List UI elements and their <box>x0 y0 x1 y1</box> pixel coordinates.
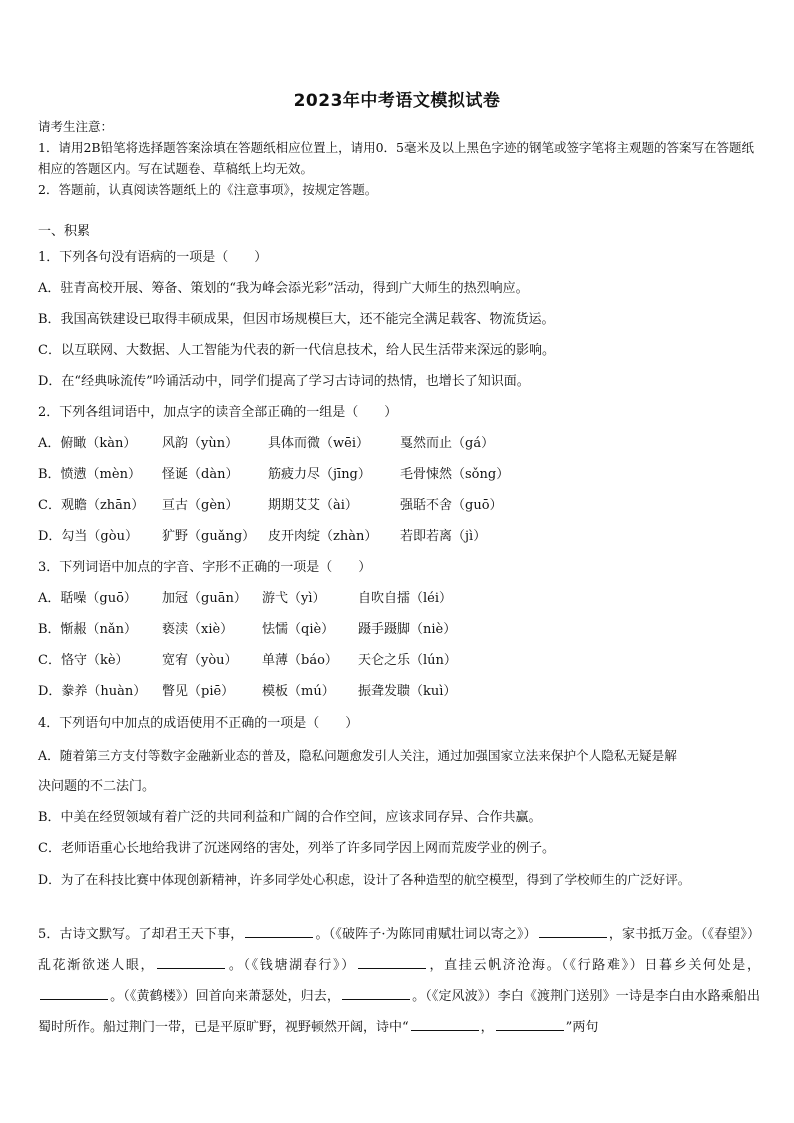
q3-b-word-4: 蹑手蹑脚（niè） <box>358 622 457 637</box>
q2-option-b <box>38 466 509 484</box>
q3-option-b <box>38 621 456 639</box>
q5-text-7: 。（《定风波》）李白《渡荆门送别》一诗是李白由水路乘船出蜀时所作。船过荆门一带，已是平原旷野，视野顿然开阔，诗中“ <box>38 989 760 1035</box>
answer-blank[interactable] <box>342 987 410 1000</box>
q3-b-word-2: 亵渎（xiè） <box>162 622 234 637</box>
q2-a-word-4: 戛然而止（gá） <box>400 436 495 451</box>
q2-b-word-2: 怪诞（dàn） <box>162 467 239 482</box>
q5-text-8: ， <box>480 1020 494 1035</box>
q1-stem: 1．下列各句没有语病的一项是（ ） <box>38 250 268 265</box>
notice-item-1: 1．请用2B铅笔将选择题答案涂填在答题纸相应位置上，请用0．5毫米及以上黑色字迹的钢笔或签字笔将主观题的答案写在答题纸相应的答题区内。写在试题卷、草稿纸上均无效。 <box>38 140 754 176</box>
q4-option-b: B．中美在经贸领域有着广泛的共同利益和广阔的合作空间，应该求同存异、合作共赢。 <box>38 810 542 825</box>
q2-stem: 2．下列各组词语中，加点字的读音全部正确的一组是（ ） <box>38 405 398 420</box>
q2-d-word-1: D．勾当（gòu） <box>38 529 138 544</box>
q5-text-5: ，直挂云帆济沧海。（《行路难》）日暮乡关何处是， <box>427 958 760 973</box>
q1-option-b: B．我国高铁建设已取得丰硕成果，但因市场规模巨大，还不能完全满足载客、物流货运。 <box>38 312 555 327</box>
q2-a-word-1: A．俯瞰（kàn） <box>38 436 137 451</box>
q2-option-a <box>38 435 494 453</box>
answer-blank[interactable] <box>157 956 225 969</box>
q2-d-word-4: 若即若离（jì） <box>400 529 487 544</box>
q2-option-c <box>38 497 503 515</box>
q1-option-c: C．以互联网、大数据、人工智能为代表的新一代信息技术，给人民生活带来深远的影响。 <box>38 343 555 358</box>
q3-option-a <box>38 590 452 608</box>
q1-option-d: D．在“经典咏流传”吟诵活动中，同学们提高了学习古诗词的热情，也增长了知识面。 <box>38 374 530 389</box>
notice-block <box>38 116 760 200</box>
q3-c-word-1: C．恪守（kè） <box>38 653 129 668</box>
q5-text-6: 。（《黄鹤楼》）回首向来萧瑟处，归去， <box>110 989 340 1004</box>
q4-option-d: D．为了在科技比赛中体现创新精神，许多同学处心积虑，设计了各种造型的航空模型，得到了学校师生的广泛好评。 <box>38 872 691 887</box>
q3-a-word-1: A．聒噪（guō） <box>38 591 137 606</box>
q3-option-d <box>38 683 456 701</box>
q3-a-word-3: 游弋（yì） <box>262 591 326 606</box>
q3-b-word-1: B．惭赧（nǎn） <box>38 622 138 637</box>
q3-d-word-4: 振聋发聩（kuì） <box>358 684 457 699</box>
q5-text-9: ”两句 <box>565 1020 599 1035</box>
q2-c-word-1: C．观瞻（zhān） <box>38 498 145 513</box>
q2-d-word-2: 犷野（guǎng） <box>162 529 256 544</box>
page-title: 2023年中考语文模拟试卷 <box>293 91 501 111</box>
q5-text-3: ，家书抵万金。（《春望》）乱花渐欲迷人眼， <box>38 927 760 973</box>
q5-text-1: 5．古诗文默写。了却君王天下事， <box>38 927 244 942</box>
q3-d-word-2: 瞥见（piē） <box>162 684 235 699</box>
q2-c-word-2: 亘古（gèn） <box>162 498 239 513</box>
answer-blank[interactable] <box>358 956 426 969</box>
q5-text-4: 。（《钱塘湖春行》） <box>227 958 356 973</box>
answer-blank[interactable] <box>245 925 313 938</box>
answer-blank[interactable] <box>411 1018 479 1031</box>
q2-c-word-4: 强聒不舍（guō） <box>400 498 503 513</box>
q4-option-c: C．老师语重心长地给我讲了沉迷网络的害处，列举了许多同学因上网而荒废学业的例子。 <box>38 841 555 856</box>
notice-heading: 请考生注意： <box>38 119 114 134</box>
q2-b-word-1: B．愤懑（mèn） <box>38 467 141 482</box>
q5-text-2: 。（《破阵子·为陈同甫赋壮词以寄之》） <box>315 927 537 942</box>
q2-a-word-2: 风韵（yùn） <box>162 436 239 451</box>
q3-a-word-2: 加冠（guān） <box>162 591 247 606</box>
q5-paragraph <box>38 919 760 1043</box>
q2-d-word-3: 皮开肉绽（zhàn） <box>268 529 378 544</box>
q3-a-word-4: 自吹自擂（léi） <box>358 591 453 606</box>
section-heading: 一、积累 <box>38 224 91 239</box>
q4-option-a: A．随着第三方支付等数字金融新业态的普及，隐私问题愈发引人关注，通过加强国家立法来保护个人隐私无疑是解 <box>38 748 677 763</box>
q2-b-word-3: 筋疲力尽（jīng） <box>268 467 371 482</box>
q3-c-word-3: 单薄（báo） <box>262 653 338 668</box>
q2-c-word-3: 期期艾艾（ài） <box>268 498 358 513</box>
q3-stem: 3．下列词语中加点的字音、字形不正确的一项是（ ） <box>38 560 372 575</box>
q3-c-word-2: 宽宥（yòu） <box>162 653 238 668</box>
q3-b-word-3: 怯懦（qiè） <box>262 622 335 637</box>
answer-blank[interactable] <box>40 987 108 1000</box>
q1-option-a: A．驻青高校开展、筹备、策划的“我为峰会添光彩”活动，得到广大师生的热烈响应。 <box>38 281 529 296</box>
notice-item-2: 2．答题前，认真阅读答题纸上的《注意事项》，按规定答题。 <box>38 182 378 197</box>
answer-blank[interactable] <box>496 1018 564 1031</box>
q2-option-d <box>38 528 486 546</box>
q3-c-word-4: 天仑之乐（lún） <box>358 653 457 668</box>
q4-stem: 4．下列语句中加点的成语使用不正确的一项是（ ） <box>38 716 359 731</box>
q3-d-word-1: D．豢养（huàn） <box>38 684 147 699</box>
answer-blank[interactable] <box>539 925 607 938</box>
q2-b-word-4: 毛骨悚然（sǒng） <box>400 467 510 482</box>
q3-d-word-3: 模板（mú） <box>262 684 335 699</box>
q4-option-a-cont: 决问题的不二法门。 <box>38 779 156 794</box>
q2-a-word-3: 具体而微（wēi） <box>268 436 369 451</box>
q3-option-c <box>38 652 457 670</box>
